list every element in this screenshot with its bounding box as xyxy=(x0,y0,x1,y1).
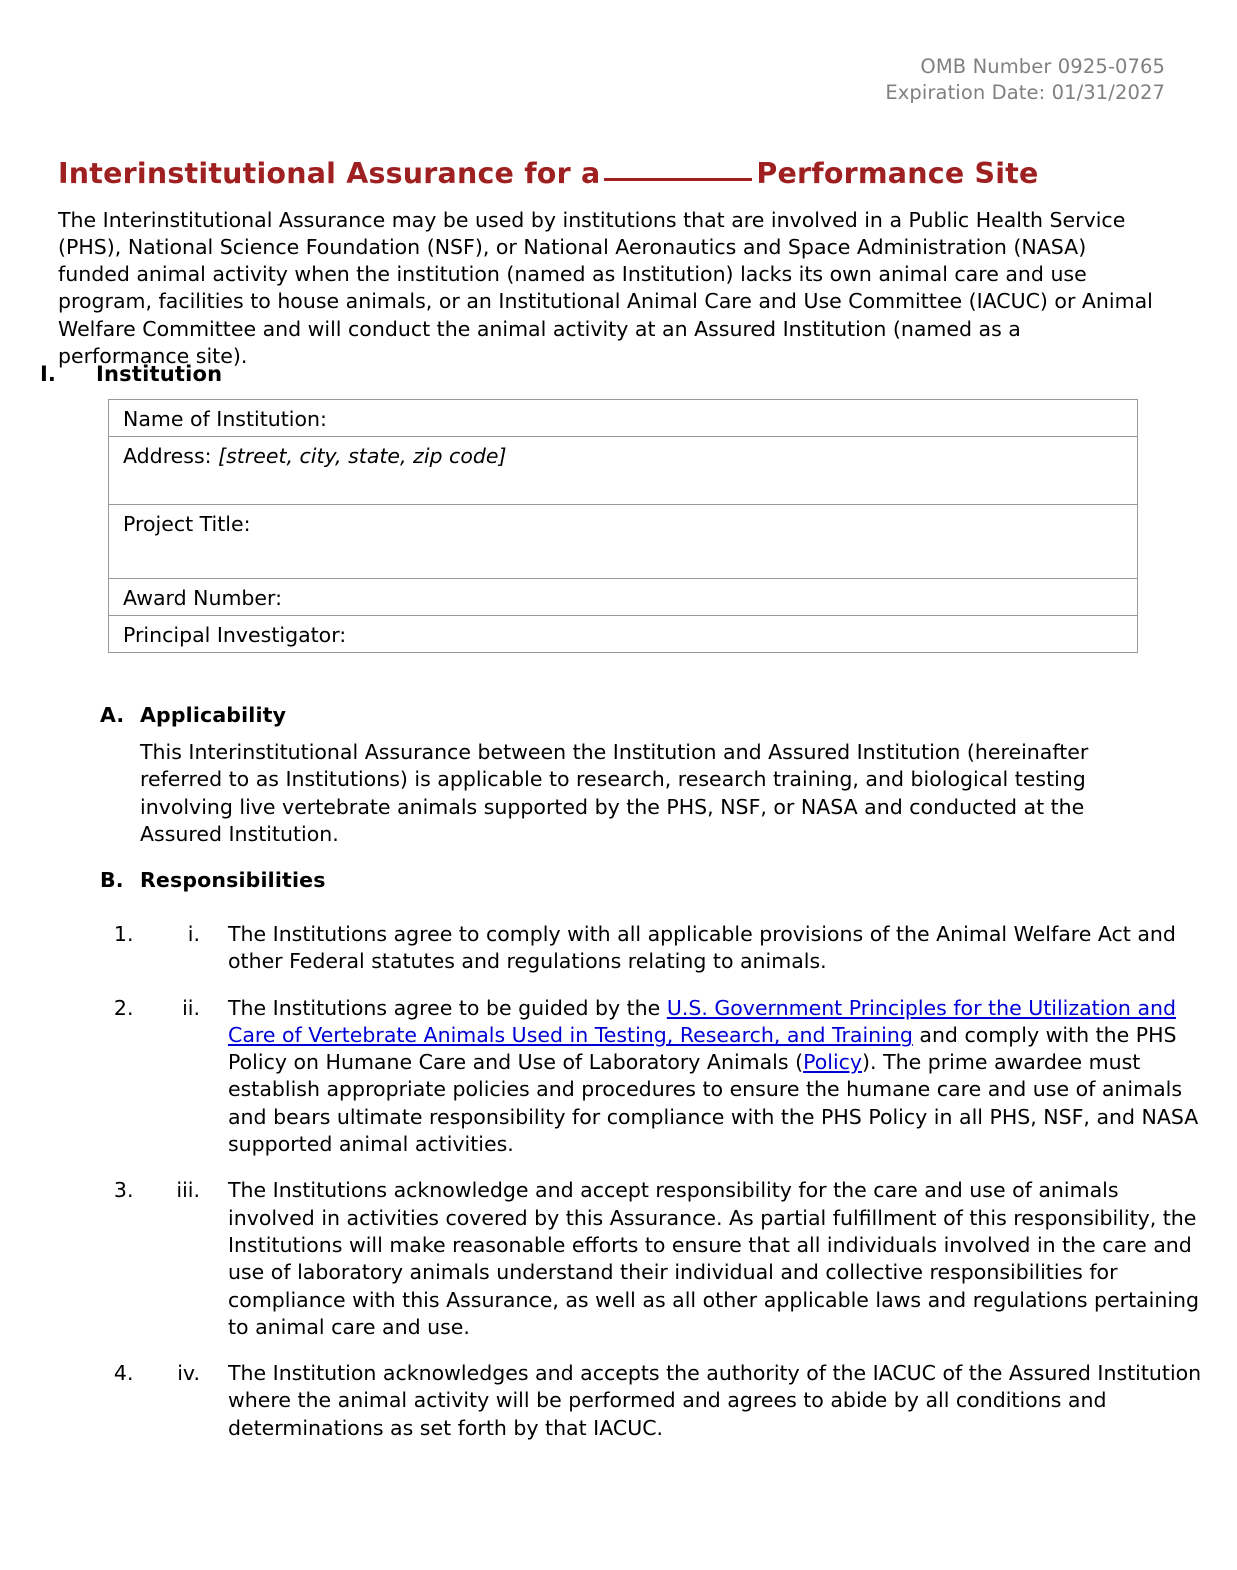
section-b-letter: B. xyxy=(100,868,124,892)
omb-number: OMB Number 0925-0765 xyxy=(920,55,1165,78)
table-row xyxy=(109,579,1138,616)
responsibilities-list xyxy=(100,921,1220,1442)
section-a-letter: A. xyxy=(100,703,125,727)
page-title xyxy=(58,156,1177,192)
field-label: Project Title: xyxy=(123,512,251,536)
section-a-applicability xyxy=(100,703,1180,848)
us-government-principles-link[interactable]: U.S. Government Principles for the Utilization and Care of Vertebrate Animals Used in Testing, Research, and Training xyxy=(228,995,1177,1047)
list-item xyxy=(140,921,1210,976)
list-item-mid-text: and comply with the PHS Policy on Humane Care and Use of Laboratory Animals ( xyxy=(228,1022,1177,1075)
field-label: Award Number: xyxy=(123,586,283,610)
institution-info-table xyxy=(108,399,1138,653)
title-fill-in-blank xyxy=(604,158,752,181)
omb-expiration-date: Expiration Date: 01/31/2027 xyxy=(885,81,1165,104)
field-label: Address: xyxy=(123,444,212,468)
section-b-responsibilities xyxy=(100,868,1180,892)
list-item xyxy=(140,1177,1210,1341)
section-a-title: Applicability xyxy=(140,703,287,727)
section-1-title: Institution xyxy=(96,362,223,386)
field-project-title[interactable] xyxy=(109,505,1138,579)
section-1-number: I. xyxy=(40,362,56,386)
list-item-text: The Institution acknowledges and accepts the authority of the IACUC of the Assured Institution where the animal activity will be performed and agrees to abide by all conditions and determinations as set forth by that IACUC. xyxy=(228,1361,1202,1440)
field-award-number[interactable] xyxy=(109,579,1138,616)
table-row xyxy=(109,400,1138,437)
list-marker: 2. ii. xyxy=(182,995,200,1020)
page-title-after-blank: Performance Site xyxy=(756,157,1039,191)
list-item-lead-text: The Institutions agree to be guided by the xyxy=(228,995,667,1020)
intro-paragraph: The Interinstitutional Assurance may be used by institutions that are involved in a Public Health Service (PHS), National Science Foundation (NSF), or National Aeronautics and Space Administration (NASA) funded animal activity when the institution (named as Institution) lacks its own animal care and use program, facilities to house animals, or an Institutional Animal Care and Use Committee (IACUC) or Animal Welfare Committee and will conduct the animal activity at an Assured Institution (named as a performance site). xyxy=(58,207,1153,368)
section-a-heading xyxy=(100,703,1180,727)
field-name-of-institution[interactable] xyxy=(109,400,1138,437)
list-item-text: The Institutions agree to comply with all applicable provisions of the Animal Welfare Act and other Federal statutes and regulations relating to animals. xyxy=(228,922,1176,974)
field-principal-investigator[interactable] xyxy=(109,616,1138,653)
list-marker: 3. iii. xyxy=(176,1178,200,1203)
list-marker: 1. i. xyxy=(187,922,200,946)
list-item-text xyxy=(228,995,1210,1159)
list-item-tail-text: ). The prime awardee must establish appropriate policies and procedures to ensure the humane care and use of animals and bears ultimate responsibility for compliance with the PHS Policy in all PHS, NSF, and NASA supported animal activities. xyxy=(228,1050,1199,1157)
section-b-title: Responsibilities xyxy=(140,868,326,892)
table-row xyxy=(109,437,1138,505)
list-item-text: The Institutions acknowledge and accept responsibility for the care and use of animals involved in activities covered by this Assurance. As partial fulfillment of this responsibility, the Institutions will make reasonable efforts to ensure that all individuals involved in the care and use of laboratory animals understand their individual and collective responsibilities for compliance with this Assurance, as well as all other applicable laws and regulations pertaining to animal care and use. xyxy=(228,1178,1200,1339)
table-row xyxy=(109,505,1138,579)
field-address[interactable] xyxy=(109,437,1138,505)
section-a-body: This Interinstitutional Assurance between the Institution and Assured Institution (hereinafter referred to as Institutions) is applicable to research, research training, and biological testing involving live vertebrate animals supported by the PHS, NSF, or NASA and conducted at the Assured Institution. xyxy=(140,740,1089,846)
field-label: Principal Investigator: xyxy=(123,623,347,647)
list-item xyxy=(140,1360,1210,1442)
list-item xyxy=(140,995,1210,1159)
field-label: Name of Institution: xyxy=(123,407,327,431)
section-b-heading xyxy=(100,868,1180,892)
page-title-before-blank: Interinstitutional Assurance for a xyxy=(58,157,601,191)
phs-policy-link[interactable]: Policy xyxy=(803,1050,863,1075)
field-hint: [street, city, state, zip code] xyxy=(218,444,507,468)
table-row xyxy=(109,616,1138,653)
list-marker: 4. iv. xyxy=(177,1361,200,1386)
omb-header-block xyxy=(885,54,1165,106)
